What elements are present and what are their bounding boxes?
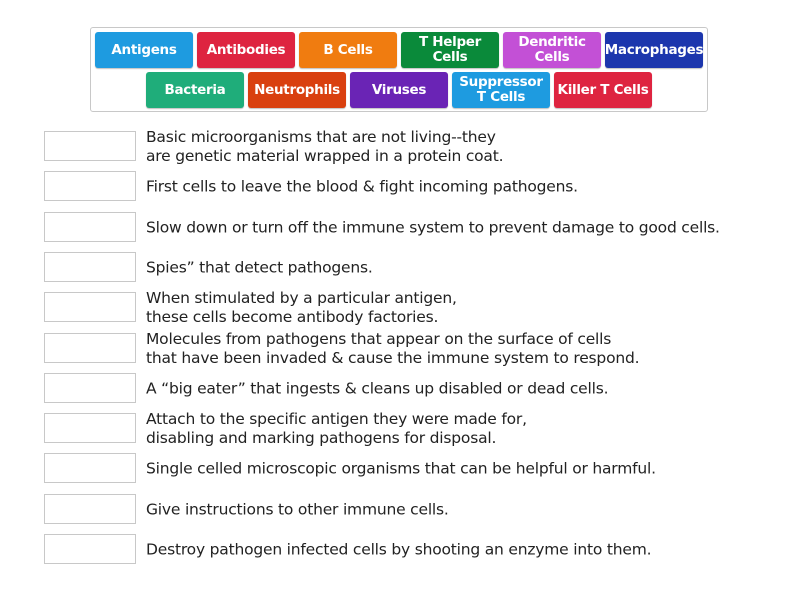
definition-text: Attach to the specific antigen they were made for, disabling and marking pathogens for disposal. [146,410,527,448]
answer-tile-dendritic-cells[interactable]: Dendritic Cells [503,32,601,68]
answer-tile-antigens[interactable]: Antigens [95,32,193,68]
drop-target[interactable] [44,292,136,322]
definition-item [44,410,764,448]
answer-tile-viruses[interactable]: Viruses [350,72,448,108]
answer-tile-bacteria[interactable]: Bacteria [146,72,244,108]
answer-tile-t-helper-cells[interactable]: T Helper Cells [401,32,499,68]
answer-tile-neutrophils[interactable]: Neutrophils [248,72,346,108]
drop-target[interactable] [44,413,136,443]
definition-text: Destroy pathogen infected cells by shooting an enzyme into them. [146,540,652,559]
drop-target[interactable] [44,333,136,363]
drop-target[interactable] [44,373,136,403]
definition-text: Give instructions to other immune cells. [146,500,449,519]
drop-target[interactable] [44,453,136,483]
drop-target[interactable] [44,252,136,282]
answer-bank [90,27,708,112]
definition-item [44,212,764,244]
answer-tile-antibodies[interactable]: Antibodies [197,32,295,68]
drop-target[interactable] [44,534,136,564]
definition-text: First cells to leave the blood & fight incoming pathogens. [146,177,578,196]
definition-text: Single celled microscopic organisms that can be helpful or harmful. [146,459,656,478]
definition-text: Spies” that detect pathogens. [146,258,373,277]
definition-item [44,494,764,526]
definition-text: Molecules from pathogens that appear on the surface of cells that have been invaded & cause the immune system to respond. [146,329,640,367]
drop-target[interactable] [44,171,136,201]
drop-target[interactable] [44,131,136,161]
drop-target[interactable] [44,494,136,524]
definition-item [44,453,764,485]
definition-text: When stimulated by a particular antigen, these cells become antibody factories. [146,289,457,327]
answer-tile-b-cells[interactable]: B Cells [299,32,397,68]
definition-item [44,171,764,203]
definition-text: Slow down or turn off the immune system to prevent damage to good cells. [146,218,720,237]
definition-item [44,289,764,327]
answer-tile-macrophages[interactable]: Macrophages [605,32,703,68]
definition-item [44,373,764,405]
definition-item [44,329,764,367]
definition-item [44,534,764,566]
answer-bank-row [91,32,707,68]
answer-bank-row [91,72,707,108]
answer-tile-suppressor-t-cells[interactable]: Suppressor T Cells [452,72,550,108]
definition-text: Basic microorganisms that are not living--they are genetic material wrapped in a protein coat. [146,128,504,165]
definition-text: A “big eater” that ingests & cleans up disabled or dead cells. [146,379,609,398]
answer-tile-killer-t-cells[interactable]: Killer T Cells [554,72,652,108]
definition-item [44,128,764,165]
drop-target[interactable] [44,212,136,242]
definition-item [44,252,764,284]
